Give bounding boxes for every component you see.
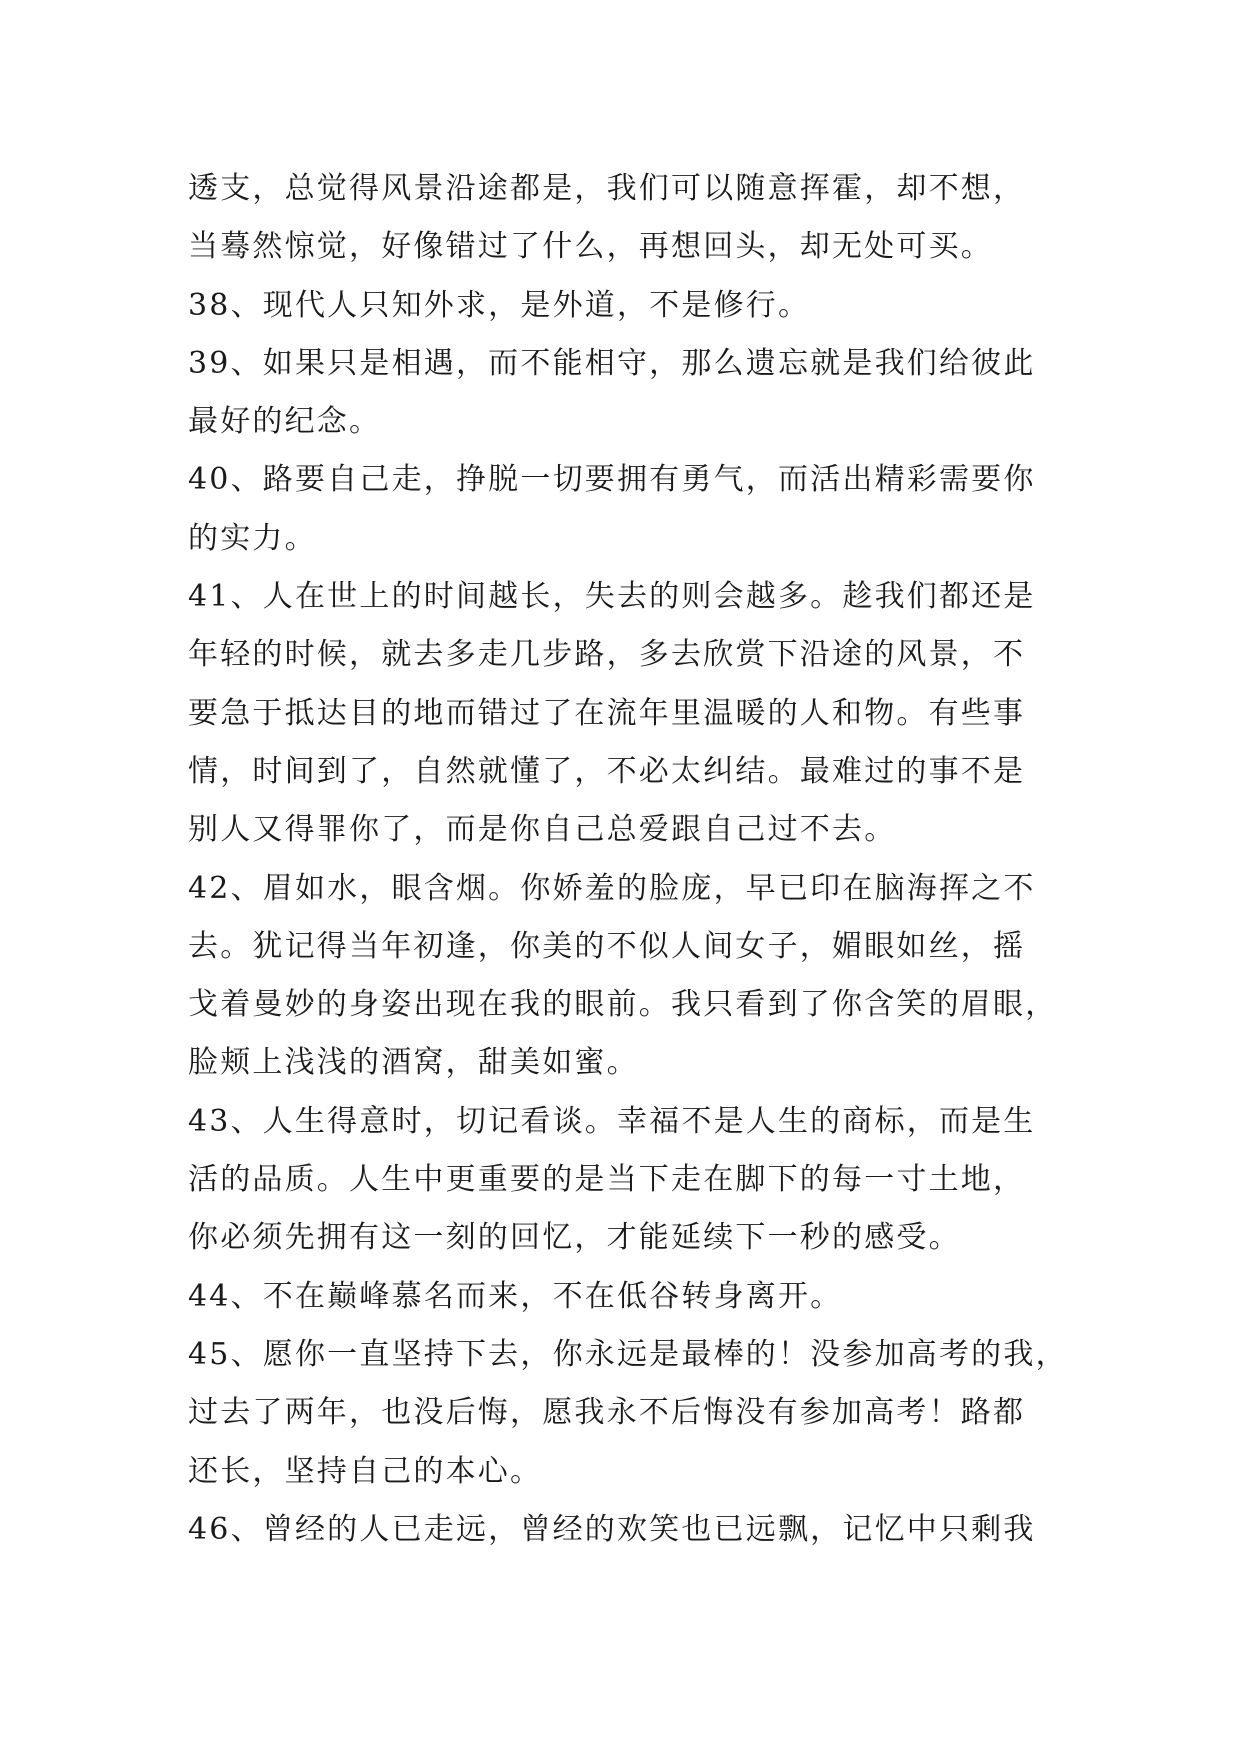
- text-line: 透支，总觉得风景沿途都是，我们可以随意挥霍，却不想，: [188, 171, 1026, 206]
- text-line: 42、眉如水，眼含烟。你娇羞的脸庞，早已印在脑海挥之不: [188, 870, 1036, 906]
- text-line: 还长，坚持自己的本心。: [188, 1453, 543, 1489]
- text-line: 情，时间到了，自然就懂了，不必太纠结。最难过的事不是: [188, 753, 1026, 789]
- text-line: 45、愿你一直坚持下去，你永远是最棒的！没参加高考的我，: [188, 1336, 1068, 1372]
- text-line: 要急于抵达目的地而错过了在流年里温暖的人和物。有些事: [188, 695, 1026, 731]
- text-line: 39、如果只是相遇，而不能相守，那么遗忘就是我们给彼此: [188, 345, 1036, 381]
- text-line: 40、路要自己走，挣脱一切要拥有勇气，而活出精彩需要你: [188, 462, 1036, 498]
- text-line: 最好的纪念。: [188, 404, 382, 440]
- text-line: 去。犹记得当年初逢，你美的不似人间女子，媚眼如丝，摇: [188, 928, 1026, 964]
- text-line: 46、曾经的人已走远，曾经的欢笑也已远飘，记忆中只剩我: [188, 1511, 1036, 1547]
- text-line: 41、人在世上的时间越长，失去的则会越多。趁我们都还是: [188, 579, 1036, 615]
- text-line: 活的品质。人生中更重要的是当下走在脚下的每一寸土地，: [188, 1162, 1026, 1198]
- document-body: [188, 160, 1068, 1559]
- text-line: 38、现代人只知外求，是外道，不是修行。: [188, 287, 811, 323]
- text-line: 43、人生得意时，切记看谈。幸福不是人生的商标，而是生: [188, 1103, 1036, 1139]
- text-line: 别人又得罪你了，而是你自己总爱跟自己过不去。: [188, 812, 897, 848]
- text-line: 的实力。: [188, 520, 317, 556]
- text-line: 脸颊上浅浅的酒窝，甜美如蜜。: [188, 1045, 639, 1081]
- text-line: 年轻的时候，就去多走几步路，多去欣赏下沿途的风景，不: [188, 637, 1026, 673]
- text-line: 当蓦然惊觉，好像错过了什么，再想回头，却无处可买。: [188, 229, 993, 265]
- text-line: 过去了两年，也没后悔，愿我永不后悔没有参加高考！路都: [188, 1395, 1026, 1431]
- text-line: 戈着曼妙的身姿出现在我的眼前。我只看到了你含笑的眉眼，: [188, 987, 1058, 1023]
- text-line: 44、不在巅峰慕名而来，不在低谷转身离开。: [188, 1278, 843, 1314]
- text-line: 你必须先拥有这一刻的回忆，才能延续下一秒的感受。: [188, 1220, 961, 1256]
